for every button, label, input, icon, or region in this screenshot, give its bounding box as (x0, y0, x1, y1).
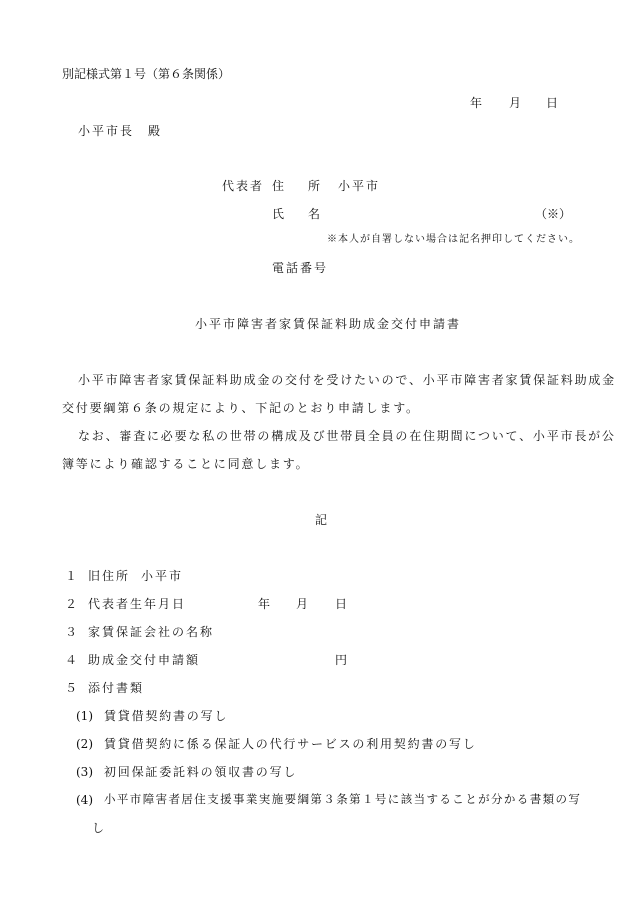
date-month-label: 月 (509, 96, 522, 110)
address-value: 小平市 (338, 179, 381, 193)
birth-month-label: 月 (296, 597, 309, 611)
item-number: ５ (65, 681, 78, 695)
attachment-text: 賃貸借契約に係る保証人の代行サービスの利用契約書の写し (104, 737, 477, 751)
item-number: ２ (65, 597, 78, 611)
birth-day-label: 日 (335, 597, 348, 611)
form-number: 別記様式第１号（第６条関係） (62, 67, 231, 81)
attachment-number: (1) (76, 709, 93, 723)
item-value: 小平市 (141, 569, 184, 583)
seal-note: ※本人が自署しない場合は記名押印してください。 (327, 234, 580, 245)
seal-mark: （※） (535, 207, 572, 221)
item-label: 代表者生年月日 (88, 597, 187, 611)
applicant-role-label: 代表者 (222, 179, 265, 193)
body-paragraph-2-line-1: なお、審査に必要な私の世帯の構成及び世帯員全員の在住期間について、小平市長が公 (78, 429, 616, 443)
item-label: 旧住所 (88, 569, 131, 583)
ki-heading: 記 (315, 513, 328, 527)
body-paragraph-1-line-1: 小平市障害者家賃保証料助成金の交付を受けたいので、小平市障害者家賃保証料助成金 (78, 373, 616, 387)
phone-label: 電話番号 (272, 261, 329, 275)
item-number: ４ (65, 653, 78, 667)
document-title: 小平市障害者家賃保証料助成金交付申請書 (195, 317, 462, 331)
item-number: １ (65, 569, 78, 583)
date-day-label: 日 (546, 96, 559, 110)
body-paragraph-1-line-2: 交付要綱第６条の規定により、下記のとおり申請します。 (62, 401, 420, 415)
attachment-text: 初回保証委託料の領収書の写し (104, 765, 298, 779)
attachment-number: (2) (76, 737, 93, 751)
attachment-number: (3) (76, 765, 93, 779)
attachment-text: 小平市障害者居住支援事業実施要綱第３条第１号に該当することが分かる書類の写 (104, 792, 582, 806)
amount-unit: 円 (335, 653, 348, 667)
name-label: 氏 名 (272, 207, 321, 221)
attachment-text: 賃貸借契約書の写し (104, 709, 229, 723)
item-label: 家賃保証会社の名称 (88, 625, 215, 639)
attachment-text-continuation: し (92, 821, 105, 835)
attachment-number: (4) (76, 793, 93, 807)
item-number: ３ (65, 625, 78, 639)
item-label: 助成金交付申請額 (88, 653, 201, 667)
addressee: 小平市長 殿 (78, 124, 163, 138)
body-paragraph-2-line-2: 簿等により確認することに同意します。 (62, 457, 310, 471)
address-label: 住 所 (272, 179, 321, 193)
item-label: 添付書類 (88, 681, 145, 695)
date-year-label: 年 (470, 96, 483, 110)
birth-year-label: 年 (258, 597, 271, 611)
